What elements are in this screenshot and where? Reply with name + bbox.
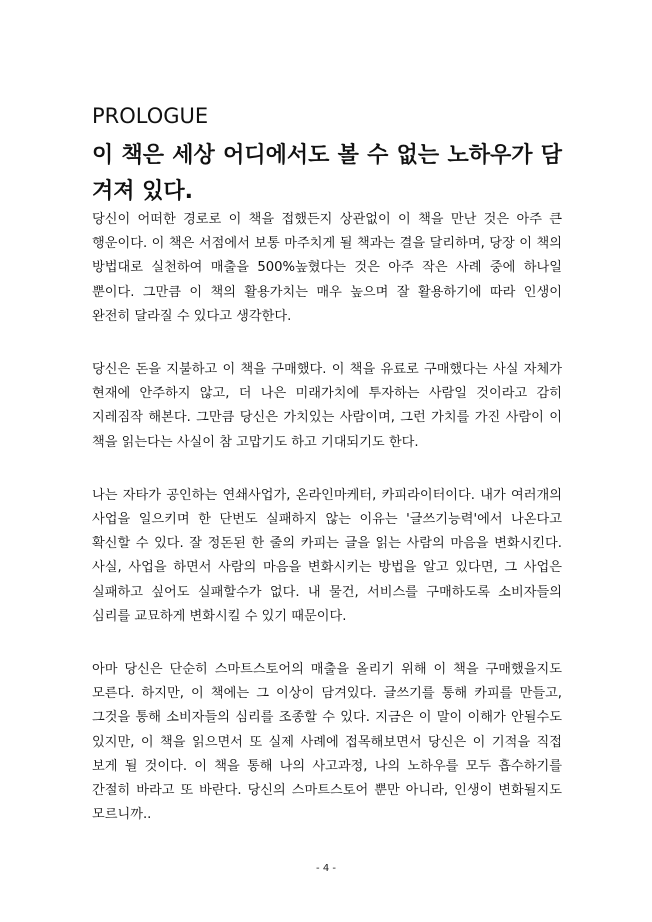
paragraph-4: 아마 당신은 단순히 스마트스토어의 매출을 올리기 위해 이 책을 구매했을지도 모른다. 하지만, 이 책에는 그 이상이 담겨있다. 글쓰기를 통해 카피를 만들고, 그것을 통해 소비자들의 심리를 조종할 수 있다. 지금은 이 말이 이해가 안될수도 있지만, 이 책을 읽으면서 또 실제 사례에 접목해보면서 당신은 이 기적을 직접 보게 될 것이다. 이 책을 통해 나의 사고과정, 나의 노하우를 모두 흡수하기를 간절히 바라고 또 바란다. 당신의 스마트스토어 뿐만 아니라, 인생이 변화될지도 모르니까..: [92, 662, 562, 823]
paragraph-2: 당신은 돈을 지불하고 이 책을 구매했다. 이 책을 유료로 구매했다는 사실 자체가 현재에 안주하지 않고, 더 나은 미래가치에 투자하는 사람일 것이라고 감히 지레짐작 해본다. 그만큼 당신은 가치있는 사람이며, 그런 가치를 가진 사람이 이 책을 읽는다는 사실이 참 고맙기도 하고 기대되기도 한다.: [92, 362, 562, 450]
body-text: [92, 208, 562, 856]
page-title: 이 책은 세상 어디에서도 볼 수 없는 노하우가 담겨져 있다.: [92, 143, 562, 204]
section-label: PROLOGUE: [92, 104, 209, 128]
paragraph-1: 당신이 어떠한 경로로 이 책을 접했든지 상관없이 이 책을 만난 것은 아주 큰 행운이다. 이 책은 서점에서 보통 마주치게 될 책과는 결을 달리하며, 당장 이 책의 방법대로 실천하여 매출을 500%높혔다는 것은 아주 작은 사례 중에 하나일 뿐이다. 그만큼 이 책의 활용가치는 매우 높으며 잘 활용하기에 따라 인생이 완전히 달라질 수 있다고 생각한다.: [92, 212, 562, 324]
page-number: - 4 -: [316, 863, 336, 874]
paragraph-3: 나는 자타가 공인하는 연쇄사업가, 온라인마케터, 카피라이터이다. 내가 여러개의 사업을 일으키며 한 단번도 실패하지 않는 이유는 '글쓰기능력'에서 나온다고 확신할 수 있다. 잘 정돈된 한 줄의 카피는 글을 읽는 사람의 마음을 변화시킨다. 사실, 사업을 하면서 사람의 마음을 변화시키는 방법을 알고 있다면, 그 사업은 실패하고 싶어도 실패할수가 없다. 내 물건, 서비스를 구매하도록 소비자들의 심리를 교묘하게 변화시킬 수 있기 때문이다.: [92, 487, 562, 624]
